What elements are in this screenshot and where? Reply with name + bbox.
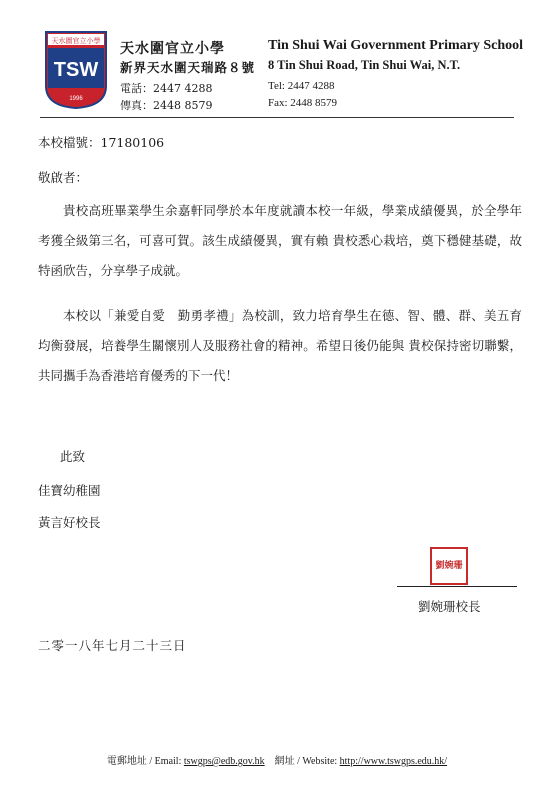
logo-letters: TSW: [53, 59, 99, 81]
signature-line: [397, 586, 517, 587]
school-address-english: 8 Tin Shui Road, Tin Shui Wai, N.T.: [268, 58, 461, 72]
logo-year: 1996: [69, 96, 83, 102]
school-logo: [44, 30, 108, 110]
body-paragraph-2: 本校以「兼愛自愛 勤勇孝禮」為校訓，致力培育學生在德、智、體、群、美五育均衡發展，培養學生關懷別人及服務社會的精神。希望日後仍能與 貴校保持密切聯繫，共同攜手為香港培育優秀的下一代！: [38, 308, 522, 383]
letter-date: 二零一八年七月二十三日: [38, 638, 187, 653]
footer-contact: [0, 752, 554, 767]
letterhead-divider: [40, 117, 514, 118]
closing-phrase: 此致: [60, 449, 86, 464]
website-link[interactable]: http://www.tswgps.edu.hk/: [339, 756, 448, 767]
salutation: 敬啟者：: [38, 170, 89, 185]
website-label: 網址 / Website:: [274, 756, 338, 767]
recipient-person: 黃言好校長: [38, 515, 101, 530]
school-address-chinese: 新界天水圍天瑞路８號: [120, 60, 256, 75]
body-paragraph-1: 貴校高班畢業學生余嘉軒同學於本年度就讀本校一年級，學業成績優異，於全學年考獲全級第三名，可喜可賀。該生成績優異，實有賴 貴校悉心栽培，奠下穩健基礎，故特函欣告，分享學子成就。: [38, 203, 522, 278]
school-tel-english: Tel: 2447 4288: [268, 80, 335, 92]
reference-number: 本校檔號：17180106: [38, 135, 165, 150]
school-tel-chinese: 電話：2447 4288: [120, 82, 213, 95]
logo-banner-text: 天水圍官立小學: [51, 37, 101, 45]
recipient-organization: 佳寶幼稚園: [38, 483, 101, 498]
email-link[interactable]: tswgps@edb.gov.hk: [183, 756, 265, 767]
school-name-chinese: 天水圍官立小學: [120, 41, 225, 57]
school-fax-english: Fax: 2448 8579: [268, 97, 338, 109]
signatory-name: 劉婉珊校長: [418, 599, 481, 614]
school-name-english: Tin Shui Wai Government Primary School: [268, 38, 524, 53]
principal-seal: 劉婉珊: [430, 547, 468, 585]
email-label: 電郵地址 / Email:: [106, 756, 182, 767]
school-fax-chinese: 傳真：2448 8579: [120, 99, 213, 112]
